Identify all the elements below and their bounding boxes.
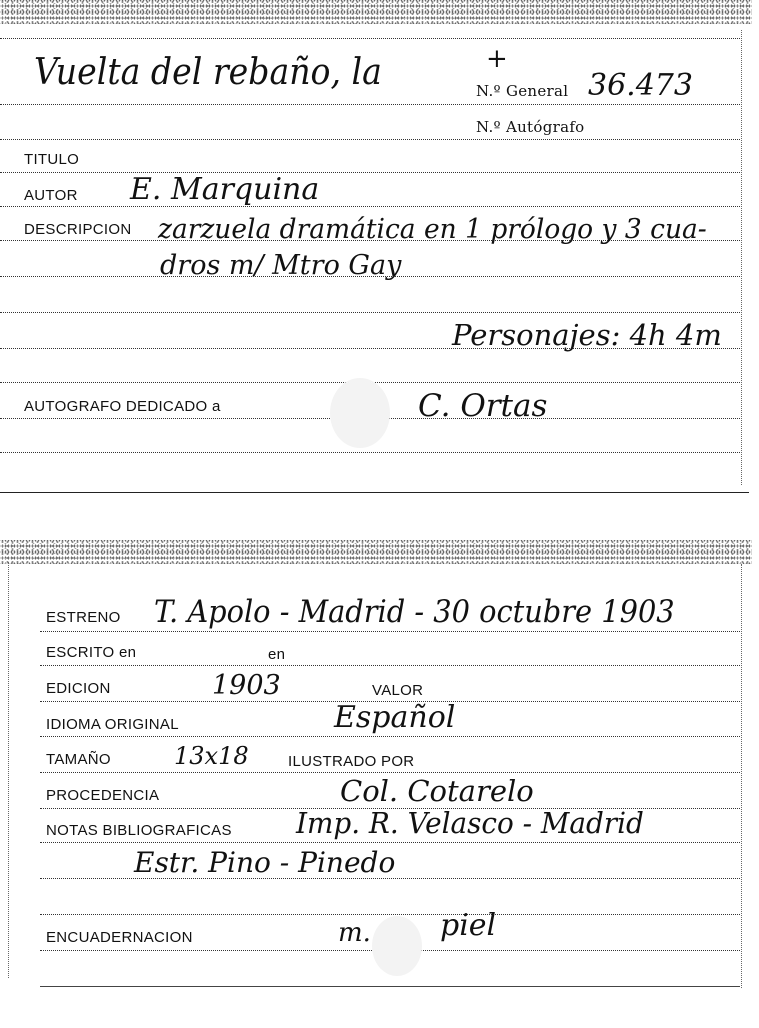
card-edge: [741, 564, 742, 988]
personajes-note: Personajes: 4h 4m: [452, 318, 722, 352]
rule-line: [0, 312, 740, 313]
descripcion-line1: zarzuela dramática en 1 prólogo y 3 cua-: [158, 214, 707, 245]
rule-line: [0, 172, 740, 173]
autografo-dedicado-value: C. Ortas: [418, 388, 548, 424]
card-separator: [0, 492, 749, 493]
notas-bibliograficas-label: NOTAS BIBLIOGRAFICAS: [46, 822, 232, 839]
rule-line: [0, 104, 740, 105]
estreno-value: T. Apolo - Madrid - 30 octubre 1903: [154, 594, 675, 630]
encuadernacion-value-piel: piel: [440, 908, 497, 943]
estreno-label: ESTRENO: [46, 609, 121, 626]
rule-line: [40, 665, 740, 666]
notas-bibliograficas-line1: Imp. R. Velasco - Madrid: [296, 806, 644, 840]
scan-noise-edge: [0, 540, 752, 564]
card-edge: [741, 30, 742, 485]
no-general-label: N.º General: [476, 82, 569, 100]
rule-line: [0, 206, 740, 207]
rule-line: [0, 38, 740, 39]
catalog-card-top: [0, 0, 752, 495]
rule-line: [40, 736, 740, 737]
procedencia-value: Col. Cotarelo: [340, 774, 534, 808]
scan-blot: [330, 378, 390, 448]
rule-line: [40, 842, 740, 843]
idioma-original-value: Español: [334, 700, 456, 735]
scan-noise-edge: [0, 0, 752, 24]
card-edge-left: [8, 562, 9, 978]
cross-mark: +: [486, 44, 508, 74]
autor-value: E. Marquina: [130, 172, 320, 207]
procedencia-label: PROCEDENCIA: [46, 787, 160, 804]
descripcion-line2: dros m/ Mtro Gay: [160, 250, 402, 281]
descripcion-label: DESCRIPCION: [24, 221, 132, 238]
notas-bibliograficas-line2: Estr. Pino - Pinedo: [134, 846, 396, 879]
encuadernacion-value-m: m.: [338, 918, 371, 948]
rule-line: [40, 914, 740, 915]
tamano-label: TAMAÑO: [46, 751, 111, 768]
rule-line: [40, 772, 740, 773]
autografo-dedicado-label: AUTOGRAFO DEDICADO a: [24, 398, 221, 415]
autor-label: AUTOR: [24, 187, 78, 204]
tamano-value: 13x18: [174, 742, 249, 770]
encuadernacion-label: ENCUADERNACION: [46, 929, 193, 946]
titulo-label: TITULO: [24, 151, 80, 168]
escrito-en-label: ESCRITO en: [46, 644, 137, 661]
escrito-en-second-label: en: [268, 646, 286, 663]
scan-blot: [372, 916, 422, 976]
rule-line: [0, 452, 740, 453]
valor-label: VALOR: [372, 682, 424, 699]
rule-line: [40, 986, 740, 987]
rule-line: [40, 631, 740, 632]
rule-line: [0, 139, 740, 140]
catalog-card-bottom: [0, 540, 752, 998]
no-general-value: 36.473: [588, 68, 693, 103]
title-handwritten: Vuelta del rebaño, la: [34, 52, 382, 93]
idioma-original-label: IDIOMA ORIGINAL: [46, 716, 179, 733]
edicion-label: EDICION: [46, 680, 111, 697]
edicion-value: 1903: [212, 670, 281, 701]
ilustrado-por-label: ILUSTRADO POR: [288, 753, 415, 770]
no-autografo-label: N.º Autógrafo: [476, 118, 585, 136]
